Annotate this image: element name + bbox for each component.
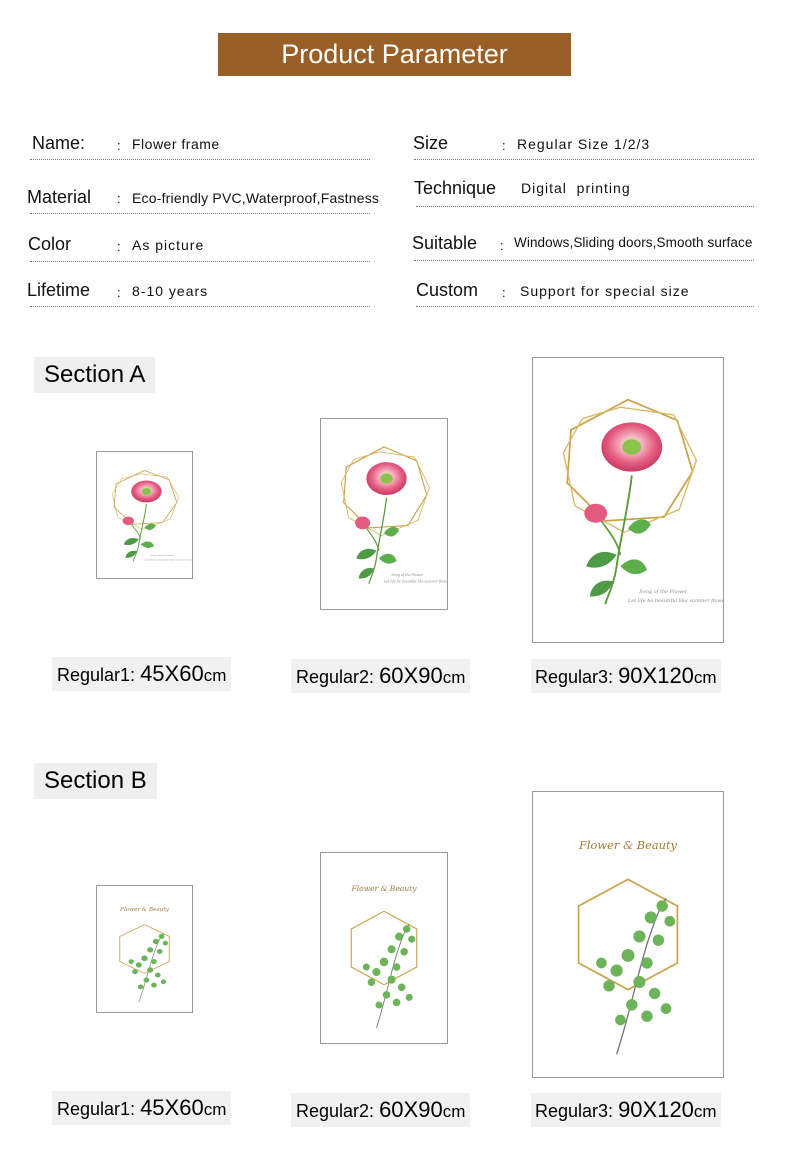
art-caption: Flower & Beauty <box>579 838 677 852</box>
ranunculus-artwork <box>321 419 447 609</box>
size-label-regular2 <box>291 1093 470 1127</box>
size-label-regular1 <box>52 1091 231 1125</box>
size-prefix: Regular2: <box>296 1101 380 1121</box>
param-label: Suitable <box>412 233 478 253</box>
size-prefix: Regular2: <box>296 667 380 687</box>
dotted-divider <box>416 306 754 307</box>
size-prefix: Regular3: <box>535 667 619 687</box>
size-unit: cm <box>442 668 466 687</box>
size-prefix: Regular1: <box>57 665 141 685</box>
size-value: 90X120 <box>618 1097 694 1122</box>
param-label: Material <box>27 187 92 207</box>
section-b-title: Section B <box>34 763 157 799</box>
param-label: Technique <box>414 178 497 198</box>
param-label: Size <box>413 133 449 153</box>
param-value: Flower frame <box>132 136 220 152</box>
size-unit: cm <box>693 668 717 687</box>
art-caption: Flower & Beauty <box>351 883 417 894</box>
ranunculus-print-medium <box>320 418 448 610</box>
param-value: Digital printing <box>521 180 631 196</box>
art-caption: Flower & Beauty <box>120 907 169 914</box>
ginkgo-artwork <box>97 886 192 1012</box>
ginkgo-print-large <box>532 791 724 1078</box>
dotted-divider <box>414 260 754 261</box>
size-label-regular3 <box>531 659 721 693</box>
param-value: Support for special size <box>520 283 690 299</box>
size-unit: cm <box>693 1102 717 1121</box>
dotted-divider <box>30 213 370 214</box>
param-label: Custom <box>416 280 479 300</box>
ginkgo-artwork <box>321 853 447 1043</box>
ranunculus-print-small <box>96 451 193 579</box>
param-colon: : <box>500 238 504 253</box>
param-label: Lifetime <box>27 280 91 300</box>
param-label: Name: <box>32 133 86 153</box>
ranunculus-artwork <box>533 358 723 642</box>
param-colon: : <box>117 285 121 300</box>
param-value: Regular Size 1/2/3 <box>517 136 651 152</box>
ranunculus-print-large <box>532 357 724 643</box>
size-value: 60X90 <box>379 1097 443 1122</box>
dotted-divider <box>30 159 370 160</box>
size-value: 60X90 <box>379 663 443 688</box>
size-prefix: Regular3: <box>535 1101 619 1121</box>
param-colon: : <box>502 285 506 300</box>
size-unit: cm <box>203 666 227 685</box>
dotted-divider <box>416 206 754 207</box>
ginkgo-artwork <box>533 792 723 1077</box>
param-colon: : <box>117 138 121 153</box>
param-value: Eco-friendly PVC,Waterproof,Fastness <box>132 190 380 206</box>
size-unit: cm <box>203 1100 227 1119</box>
ginkgo-print-small <box>96 885 193 1013</box>
dotted-divider <box>414 159 754 160</box>
size-prefix: Regular1: <box>57 1099 141 1119</box>
param-label: Color <box>28 234 72 254</box>
param-value: 8-10 years <box>132 283 209 299</box>
ranunculus-artwork <box>97 452 192 578</box>
dotted-divider <box>30 261 370 262</box>
param-value: As picture <box>132 237 205 253</box>
size-value: 45X60 <box>140 661 204 686</box>
ginkgo-print-medium <box>320 852 448 1044</box>
size-label-regular3 <box>531 1093 721 1127</box>
param-colon: : <box>117 239 121 254</box>
product-parameter-banner: Product Parameter <box>218 33 571 76</box>
size-unit: cm <box>442 1102 466 1121</box>
param-colon: : <box>117 191 121 206</box>
param-colon: : <box>502 138 506 153</box>
size-label-regular1 <box>52 657 231 691</box>
size-label-regular2 <box>291 659 470 693</box>
size-value: 45X60 <box>140 1095 204 1120</box>
section-a-title: Section A <box>34 357 155 393</box>
dotted-divider <box>30 306 370 307</box>
size-value: 90X120 <box>618 663 694 688</box>
param-value: Windows,Sliding doors,Smooth surface <box>514 235 753 250</box>
